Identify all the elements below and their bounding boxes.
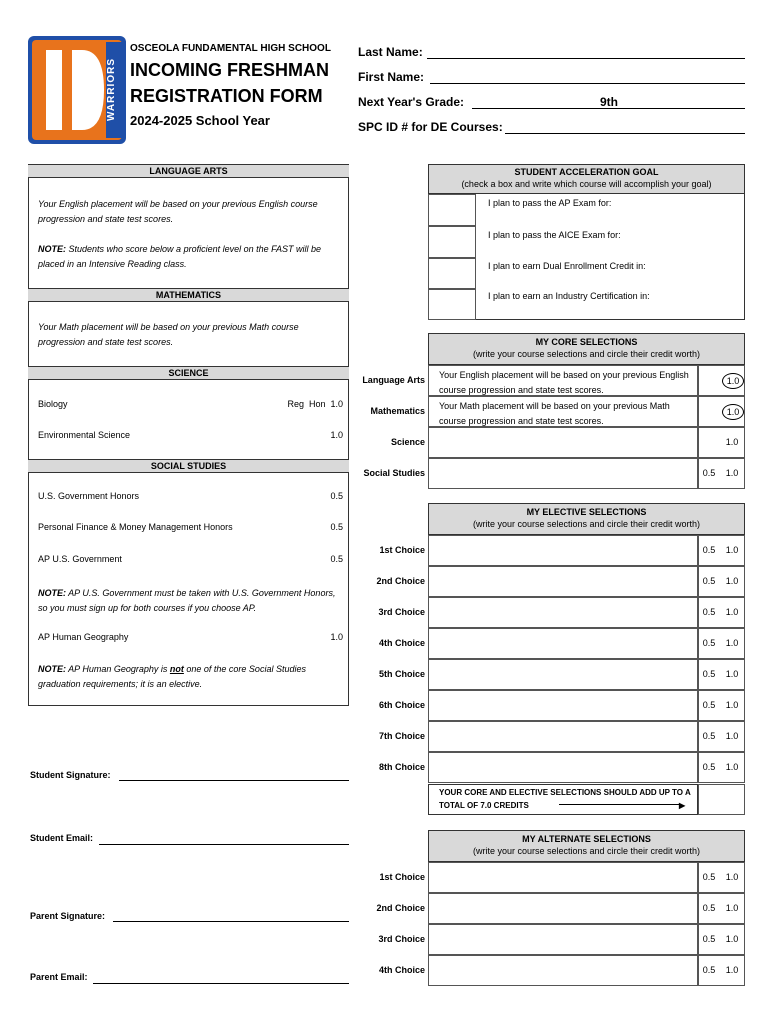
env-science-credit: 1.0 — [330, 430, 343, 440]
elective-course-field[interactable] — [428, 628, 698, 659]
alternate-course-field[interactable] — [428, 862, 698, 893]
alternate-course-field[interactable] — [428, 955, 698, 986]
ss-note-2-label: NOTE: — [38, 664, 66, 674]
acceleration-option-2: I plan to pass the AICE Exam for: — [488, 230, 621, 240]
acceleration-sub: (check a box and write which course will accomplish your goal) — [461, 179, 712, 189]
spc-id-field[interactable] — [505, 119, 745, 134]
science-heading: SCIENCE — [28, 366, 349, 380]
language-arts-note — [38, 242, 342, 272]
first-name-field[interactable] — [430, 69, 745, 84]
logo-text: WARRIORS — [106, 58, 117, 122]
acceleration-option-3: I plan to earn Dual Enrollment Credit in: — [488, 261, 646, 271]
core-sub: (write your course selections and circle their credit worth) — [472, 349, 701, 359]
form-title-line1: INCOMING FRESHMAN — [130, 60, 329, 80]
student-email-label: Student Email: — [30, 833, 94, 843]
alternate-credit-full[interactable]: 1.0 — [725, 933, 739, 944]
total-note-1: YOUR CORE AND ELECTIVE SELECTIONS SHOULD ADD UP TO A — [439, 788, 691, 797]
elective-credit-half[interactable]: 0.5 — [702, 575, 716, 586]
ss-item-3: AP U.S. Government — [38, 554, 122, 564]
core-row-label: Language Arts — [362, 374, 425, 385]
alternate-row-label: 3rd Choice — [378, 933, 425, 944]
total-credits-box[interactable] — [698, 784, 745, 815]
first-name-label: First Name: — [358, 70, 425, 84]
ss-note-2-b: one of the core Social Studies graduation requirements; it is an elective. — [38, 664, 306, 689]
arrow-head-icon: ▶ — [679, 801, 686, 810]
elective-credit-full[interactable]: 1.0 — [725, 699, 739, 710]
ss-note-1-label: NOTE: — [38, 588, 66, 598]
grade-label: Next Year's Grade: — [358, 95, 465, 109]
core-course-field[interactable] — [428, 458, 698, 489]
elective-credit-half[interactable]: 0.5 — [702, 668, 716, 679]
alternate-credit-full[interactable]: 1.0 — [725, 964, 739, 975]
ss-item-2-credit: 0.5 — [330, 522, 343, 532]
parent-email-field[interactable] — [93, 971, 349, 984]
elective-row-label: 6th Choice — [378, 699, 425, 710]
elective-row-label: 8th Choice — [378, 761, 425, 772]
ap-human-geography-credit: 1.0 — [330, 632, 343, 642]
school-year: 2024-2025 School Year — [130, 113, 270, 128]
mathematics-text: Your Math placement will be based on your previous Math course progression and state test scores. — [38, 322, 299, 347]
elective-credit-half[interactable]: 0.5 — [702, 730, 716, 741]
core-credit-full[interactable]: 1.0 — [722, 404, 744, 420]
parent-email-label: Parent Email: — [30, 972, 88, 982]
elective-title: MY ELECTIVE SELECTIONS — [526, 507, 647, 517]
core-credit-half[interactable]: 0.5 — [702, 467, 716, 478]
last-name-field[interactable] — [427, 44, 745, 59]
parent-signature-label: Parent Signature: — [30, 911, 106, 921]
ss-note-1 — [38, 586, 342, 616]
total-note-2-text: TOTAL OF 7.0 CREDITS — [439, 801, 529, 810]
alternate-sub: (write your course selections and circle their credit worth) — [472, 846, 701, 856]
elective-row-label: 4th Choice — [378, 637, 425, 648]
alternate-credit-half[interactable]: 0.5 — [702, 871, 716, 882]
core-credit-full[interactable]: 1.0 — [725, 467, 739, 478]
elective-course-field[interactable] — [428, 721, 698, 752]
elective-course-field[interactable] — [428, 566, 698, 597]
total-note-2 — [439, 801, 697, 810]
alternate-title: MY ALTERNATE SELECTIONS — [522, 834, 651, 844]
elective-credit-full[interactable]: 1.0 — [725, 637, 739, 648]
ss-note-2-not: not — [169, 664, 184, 674]
core-credit-full[interactable]: 1.0 — [722, 373, 744, 389]
ss-note-1-text: AP U.S. Government must be taken with U.S. Government Honors, so you must sign up for both courses if you choose AP. — [38, 588, 336, 613]
school-name: OSCEOLA FUNDAMENTAL HIGH SCHOOL — [130, 43, 331, 54]
biology-label: Biology — [38, 399, 68, 409]
ss-item-2: Personal Finance & Money Management Honors — [38, 522, 233, 532]
arrow-icon — [559, 804, 679, 805]
elective-credit-full[interactable]: 1.0 — [725, 761, 739, 772]
student-email-field[interactable] — [99, 832, 349, 845]
elective-credit-full[interactable]: 1.0 — [725, 668, 739, 679]
alternate-row-label: 2nd Choice — [376, 902, 425, 913]
spc-id-label: SPC ID # for DE Courses: — [358, 120, 503, 134]
env-science-label: Environmental Science — [38, 430, 131, 440]
acceleration-option-4: I plan to earn an Industry Certification in: — [488, 291, 650, 301]
core-row-label: Social Studies — [363, 467, 425, 478]
elective-row-label: 3rd Choice — [378, 606, 425, 617]
elective-course-field[interactable] — [428, 597, 698, 628]
core-course-field[interactable] — [428, 427, 698, 458]
acceleration-checkbox-1[interactable] — [428, 194, 476, 226]
acceleration-option-1: I plan to pass the AP Exam for: — [488, 198, 612, 208]
elective-course-field[interactable] — [428, 659, 698, 690]
elective-credit-full[interactable]: 1.0 — [725, 544, 739, 555]
core-course-field[interactable] — [428, 396, 698, 427]
alternate-credit-half[interactable]: 0.5 — [702, 964, 716, 975]
acceleration-checkbox-3[interactable] — [428, 258, 476, 289]
ss-note-2 — [38, 662, 342, 692]
core-row-text: Your English placement will be based on your previous English course progression and state test scores. — [439, 370, 689, 395]
form-title-line2: REGISTRATION FORM — [130, 86, 323, 106]
core-row-label: Mathematics — [370, 405, 425, 416]
elective-credit-half[interactable]: 0.5 — [702, 606, 716, 617]
ss-item-1: U.S. Government Honors — [38, 491, 140, 501]
elective-credit-half[interactable]: 0.5 — [702, 544, 716, 555]
alternate-credit-full[interactable]: 1.0 — [725, 902, 739, 913]
elective-row-label: 5th Choice — [378, 668, 425, 679]
ss-item-3-credit: 0.5 — [330, 554, 343, 564]
alternate-row-label: 4th Choice — [378, 964, 425, 975]
elective-credit-half[interactable]: 0.5 — [702, 761, 716, 772]
acceleration-heading — [428, 164, 745, 194]
core-row-text: Your Math placement will be based on your previous Math course progression and state test scores. — [439, 401, 670, 426]
ss-item-1-credit: 0.5 — [330, 491, 343, 501]
total-note — [428, 784, 698, 815]
biology-credit: Reg Hon 1.0 — [287, 399, 343, 409]
elective-credit-full[interactable]: 1.0 — [725, 730, 739, 741]
last-name-label: Last Name: — [358, 45, 423, 59]
alternate-row-label: 1st Choice — [379, 871, 425, 882]
elective-heading — [428, 503, 745, 535]
core-heading — [428, 333, 745, 365]
elective-credit-full[interactable]: 1.0 — [725, 606, 739, 617]
acceleration-checkbox-2[interactable] — [428, 226, 476, 258]
alternate-credit-half[interactable]: 0.5 — [702, 933, 716, 944]
student-signature-label: Student Signature: — [30, 770, 111, 780]
elective-course-field[interactable] — [428, 690, 698, 721]
core-credit-full[interactable]: 1.0 — [725, 436, 739, 447]
elective-row-label: 7th Choice — [378, 730, 425, 741]
school-logo — [28, 36, 126, 144]
elective-credit-half[interactable]: 0.5 — [702, 637, 716, 648]
alternate-credit-full[interactable]: 1.0 — [725, 871, 739, 882]
parent-signature-field[interactable] — [113, 909, 349, 922]
elective-course-field[interactable] — [428, 535, 698, 566]
core-course-field[interactable] — [428, 365, 698, 396]
elective-row-label: 2nd Choice — [376, 575, 425, 586]
acceleration-title: STUDENT ACCELERATION GOAL — [514, 167, 659, 177]
elective-course-field[interactable] — [428, 752, 698, 783]
ap-human-geography: AP Human Geography — [38, 632, 129, 642]
note-label: NOTE: — [38, 244, 66, 254]
grade-value: 9th — [600, 95, 618, 109]
elective-credit-half[interactable]: 0.5 — [702, 699, 716, 710]
acceleration-checkbox-4[interactable] — [428, 289, 476, 320]
alternate-credit-half[interactable]: 0.5 — [702, 902, 716, 913]
mathematics-heading: MATHEMATICS — [28, 288, 349, 302]
elective-sub: (write your course selections and circle their credit worth) — [472, 519, 701, 529]
alternate-heading — [428, 830, 745, 862]
note-text: Students who score below a proficient level on the FAST will be placed in an Intensive Reading class. — [38, 244, 321, 269]
elective-credit-full[interactable]: 1.0 — [725, 575, 739, 586]
social-studies-heading: SOCIAL STUDIES — [28, 459, 349, 473]
language-arts-text: Your English placement will be based on your previous English course progression and state test scores. — [38, 199, 318, 224]
student-signature-field[interactable] — [119, 768, 349, 781]
elective-row-label: 1st Choice — [379, 544, 425, 555]
language-arts-heading: LANGUAGE ARTS — [28, 164, 349, 178]
core-title: MY CORE SELECTIONS — [535, 337, 638, 347]
ss-note-2-a: AP Human Geography is — [66, 664, 170, 674]
alternate-course-field[interactable] — [428, 924, 698, 955]
core-row-label: Science — [390, 436, 425, 447]
alternate-course-field[interactable] — [428, 893, 698, 924]
